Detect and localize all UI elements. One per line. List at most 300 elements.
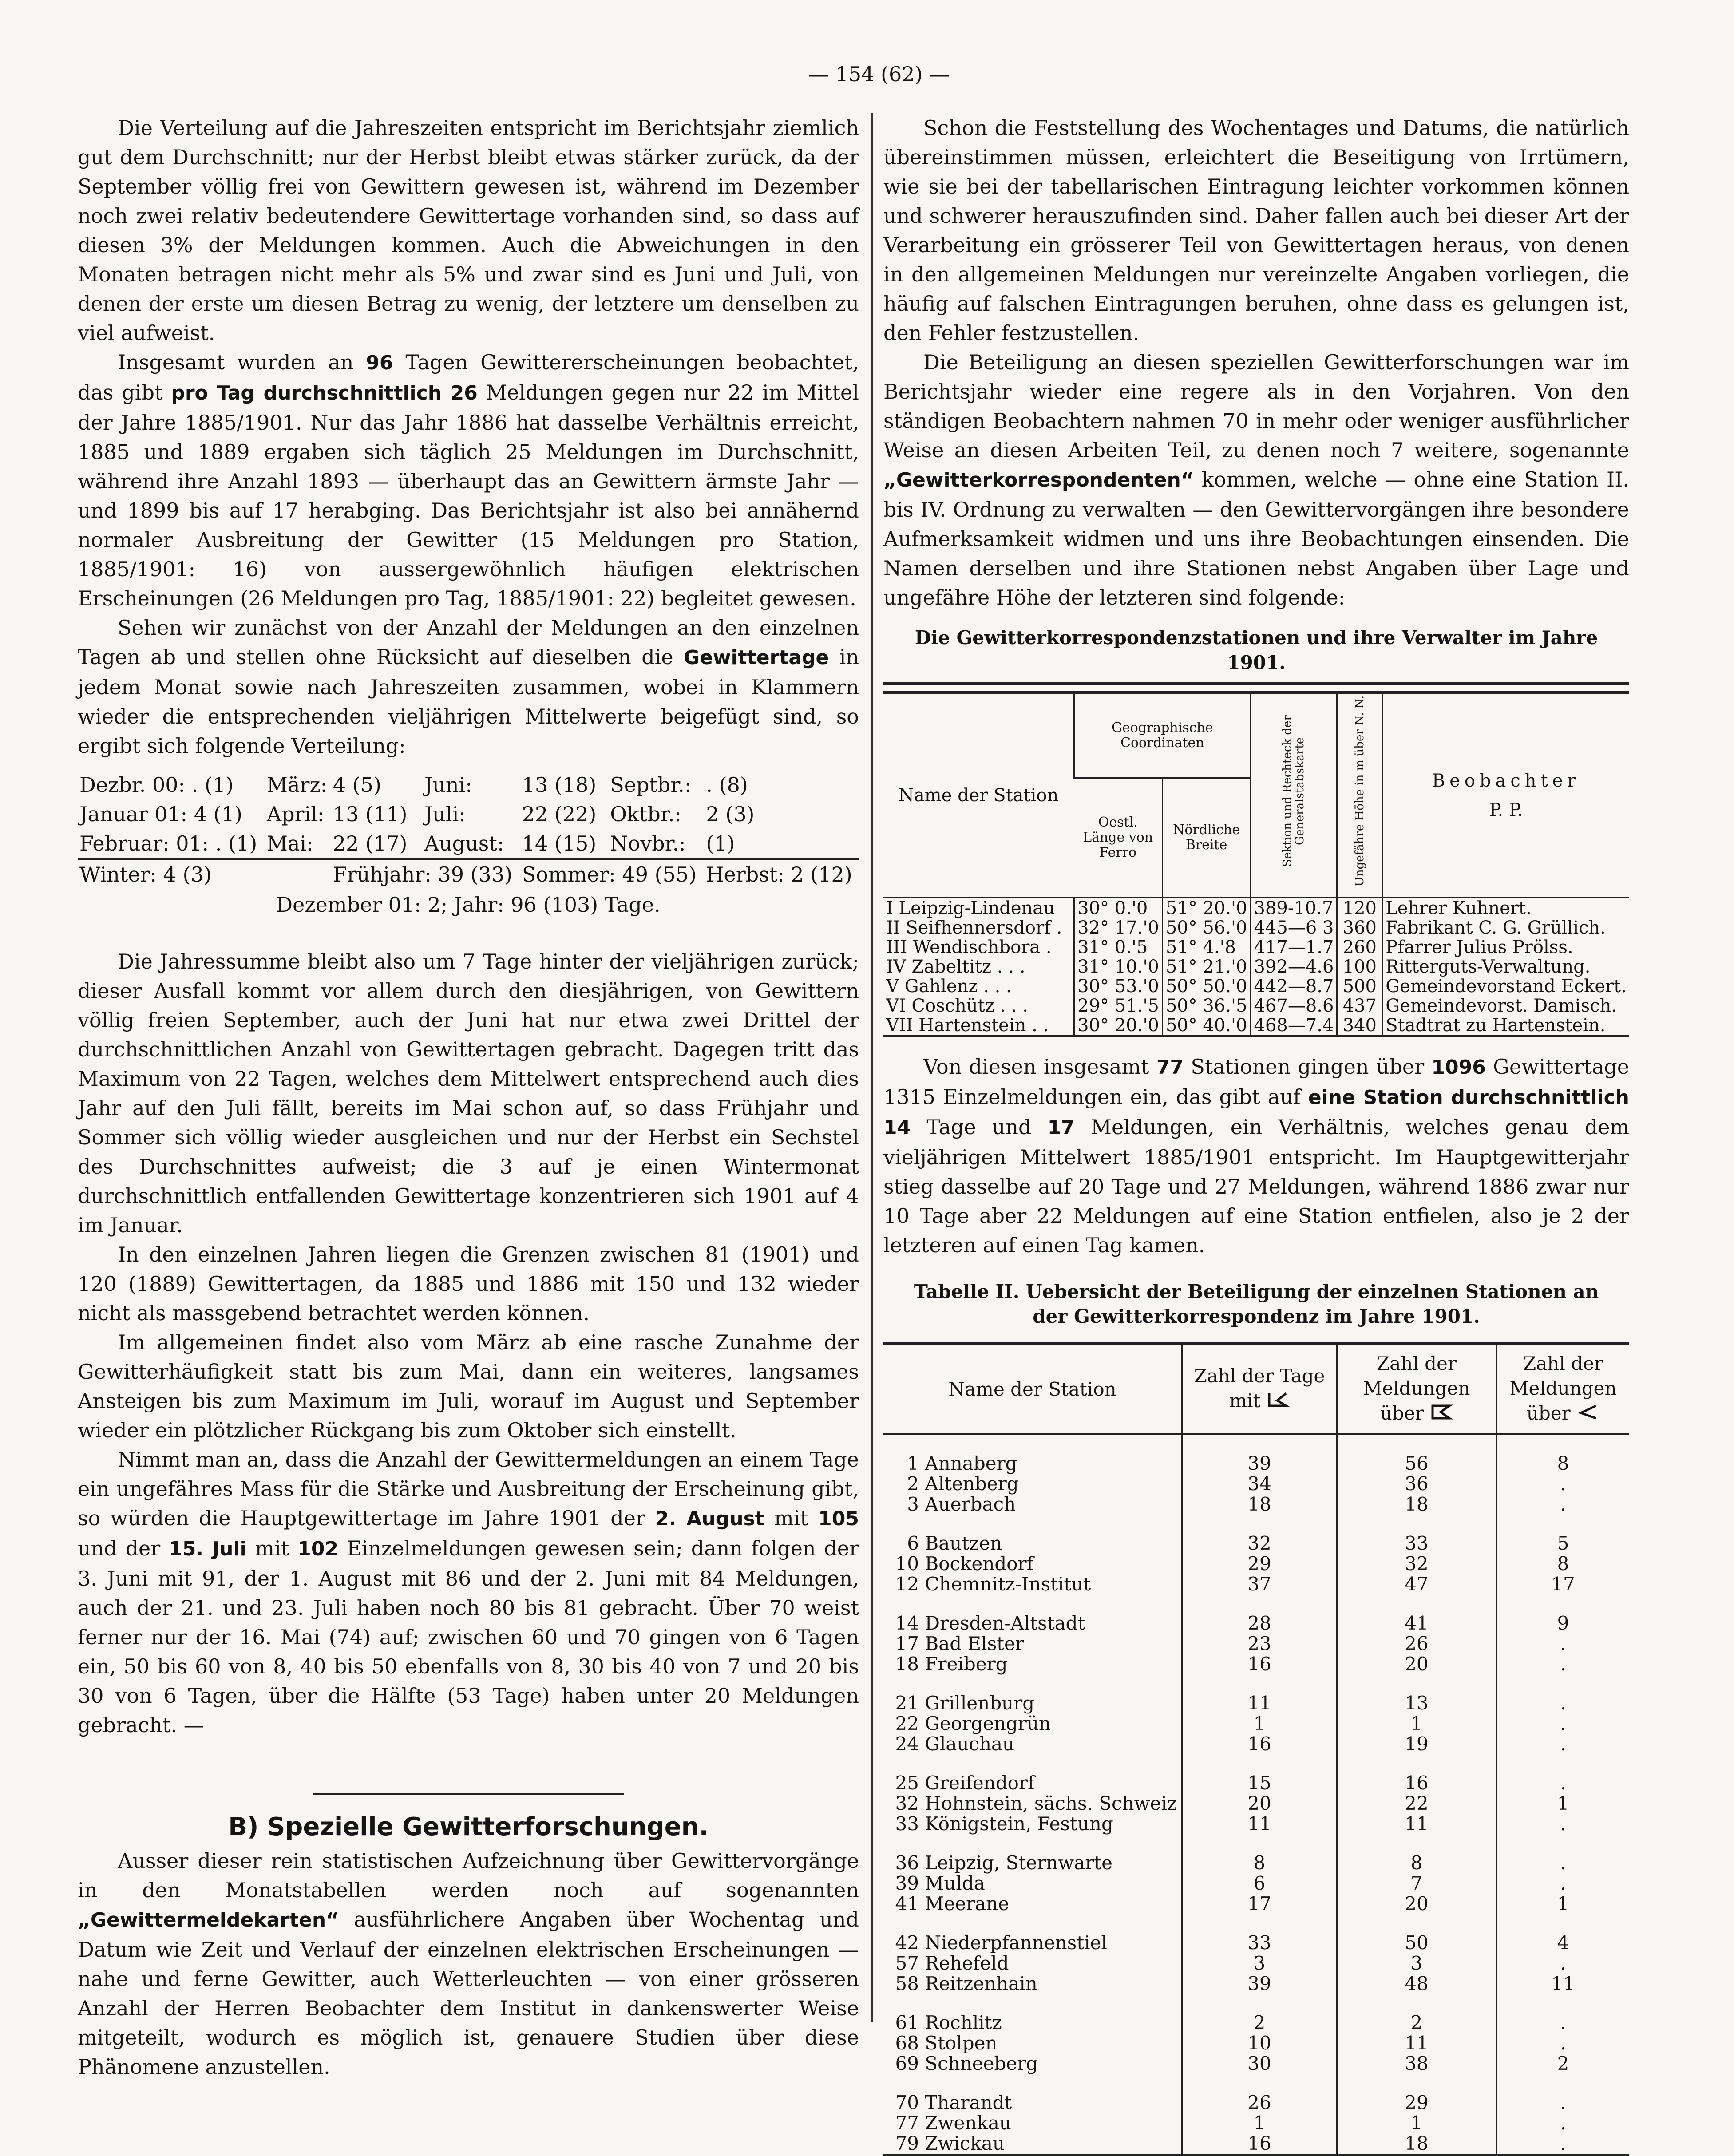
table-row	[883, 1613, 1629, 1634]
table-gap-row	[883, 1434, 1629, 1454]
station-latitude: 50° 50.'0	[1162, 977, 1251, 996]
station-number: 21	[895, 1692, 919, 1714]
station-name: Georgengrün	[925, 1713, 1051, 1735]
distribution-cell: 2 (3)	[706, 802, 755, 826]
caption-rule	[883, 682, 1629, 685]
reports-lightning-value: 8	[1496, 1554, 1629, 1574]
gap-cell	[883, 1434, 1182, 1454]
gap-cell	[1337, 1994, 1496, 2013]
station-name: Gahlenz . . .	[904, 976, 1012, 997]
header-station-name: Name der Station	[883, 692, 1074, 898]
station-cell	[883, 2053, 1182, 2074]
days-value: 16	[1182, 1734, 1337, 1754]
reports-lightning-value: 9	[1496, 1613, 1629, 1634]
t2-header-reports-lightning	[1496, 1344, 1629, 1434]
station-name: Annaberg	[925, 1452, 1017, 1475]
station-cell	[883, 1734, 1182, 1754]
gap-cell	[883, 1754, 1182, 1773]
station-section: 467—8.6	[1251, 996, 1337, 1016]
reports-lightning-value: .	[1496, 1713, 1629, 1734]
distribution-cell: Dezbr. 00: . (1)	[79, 773, 234, 797]
table-row	[883, 1574, 1629, 1594]
reports-near-value: 13	[1337, 1693, 1496, 1713]
station-name: Meerane	[925, 1893, 1010, 1915]
table-row	[883, 1554, 1629, 1574]
station-name-cell	[883, 898, 1074, 918]
station-name: Reitzenhain	[925, 1973, 1037, 1995]
text: mit	[255, 1536, 289, 1560]
station-longitude: 31° 0.'5	[1074, 938, 1163, 957]
station-name-cell	[883, 918, 1074, 938]
gap-cell	[883, 2074, 1182, 2093]
reports-lightning-value: .	[1496, 2113, 1629, 2133]
distribution-cell: Septbr.:	[610, 773, 692, 797]
distribution-row	[78, 799, 859, 829]
station-section: 417—1.7	[1251, 938, 1337, 957]
distribution-cell: 13 (11)	[333, 802, 408, 826]
reports-near-value: 48	[1337, 1974, 1496, 1994]
days-value: 1	[1182, 2113, 1337, 2133]
gap-cell	[1337, 1754, 1496, 1773]
paragraph-special-research	[78, 1846, 859, 2081]
station-number: 17	[895, 1633, 919, 1655]
reports-near-value: 41	[1337, 1613, 1496, 1634]
station-name: Glauchau	[925, 1733, 1015, 1755]
station-row	[883, 898, 1629, 918]
reports-near-value: 56	[1337, 1453, 1496, 1474]
station-cell	[883, 1933, 1182, 1953]
gap-cell	[1182, 1434, 1337, 1454]
station-observer: Ritterguts-Verwaltung.	[1382, 957, 1629, 977]
station-row	[883, 957, 1629, 977]
table-row	[883, 1873, 1629, 1894]
distribution-cell: April:	[266, 802, 325, 826]
station-cell	[883, 2013, 1182, 2033]
station-name: Seifhennersdorf .	[906, 918, 1062, 938]
station-longitude: 30° 20.'0	[1074, 1016, 1163, 1036]
station-name: Altenberg	[925, 1473, 1019, 1495]
distribution-row	[78, 770, 859, 799]
distribution-cell: März:	[266, 773, 328, 797]
text: Sehen wir zunächst von der Anzahl der Meldungen an den einzelnen Tagen ab und stellen ohne Rücksicht auf dieselben die	[78, 616, 859, 669]
station-number: 10	[895, 1553, 919, 1575]
text: Meldungen gegen nur 22 im Mittel der Jahre 1885/1901. Nur das Jahr 1886 hat dasselbe Verhältnis erreicht, 1885 und 1889 ergaben sich täglich 25 Meldungen im Durchschnitt, während ihre Anzahl 1893 — überhaupt das an Gewittern ärmste Jahr — und 1899 bis auf 17 herabging. Das Berichtsjahr ist also bei annähernd normaler Ausbreitung der Gewitter (15 Meldungen pro Station, 1885/1901: 16) von aussergewöhnlich häufigen elektrischen Erscheinungen (26 Meldungen pro Tag, 1885/1901: 22) begleitet gewesen.	[78, 380, 859, 610]
table-row	[883, 1474, 1629, 1494]
paragraph-general: Im allgemeinen findet also vom März ab eine rasche Zunahme der Gewitterhäufigkeit statt bis zum Mai, dann ein weiteres, langsames Ansteigen bis zum Maximum im Juli, worauf im August und September wieder ein plötzlicher Rückgang bis zum Oktober sich einstellt.	[78, 1330, 859, 1442]
page-number: — 154 (62) —	[808, 62, 950, 86]
distribution-total: Dezember 01: 2; Jahr: 96 (103) Tage.	[276, 893, 661, 917]
station-cell	[883, 1853, 1182, 1873]
station-numeral: I	[886, 898, 893, 919]
paragraph-totals	[883, 1052, 1629, 1260]
sheet-lightning-icon	[1576, 1402, 1599, 1427]
reports-lightning-value: 2	[1496, 2053, 1629, 2074]
table-gap-row	[883, 1754, 1629, 1773]
station-number: 79	[895, 2132, 919, 2155]
distribution-cell: 14 (15)	[522, 831, 597, 855]
station-height: 437	[1337, 996, 1382, 1016]
bold-text: 1096	[1431, 1056, 1486, 1079]
paragraph-annual-sum: Die Jahressumme bleibt also um 7 Tage hinter der vieljährigen zurück; dieser Ausfall kommt vor allem durch den diesjährigen, von Gewittern völlig freien September, auch der Juni hat nur etwa zwei Drittel der durchschnittlichen Anzahl von Gewittertagen gebracht. Dagegen tritt das Maximum von 22 Tagen, welches dem Mittelwert entsprechend auch dies Jahr auf den Juli fällt, bereits im Mai schon auf, so dass Frühjahr und Sommer sich völlig wieder ausgleichen und nur der Herbst ein Sechstel des Durchschnittes aufweist; die 3 auf je einen Wintermonat durchschnittlich entfallenden Gewittertage konzentrieren sich 1901 auf 4 im Januar.	[78, 949, 859, 1237]
section-title: B) Spezielle Gewitterforschungen.	[228, 1812, 709, 1841]
station-number: 1	[907, 1452, 919, 1475]
reports-near-value: 18	[1337, 1494, 1496, 1515]
station-number: 24	[895, 1733, 919, 1755]
station-name: Coschütz . . .	[911, 996, 1028, 1017]
station-cell	[883, 1773, 1182, 1793]
reports-lightning-value: .	[1496, 1693, 1629, 1713]
header-section	[1251, 692, 1337, 898]
bold-text: 77	[1156, 1056, 1184, 1079]
gap-cell	[1496, 1594, 1629, 1613]
season-cell: Herbst: 2 (12)	[704, 859, 859, 889]
station-number: 36	[895, 1852, 919, 1874]
text: Stationen gingen über	[1191, 1055, 1425, 1079]
station-name: Zabeltitz . . .	[911, 957, 1025, 977]
station-observer: Pfarrer Julius Prölss.	[1382, 938, 1629, 957]
table-row	[883, 1894, 1629, 1914]
bold-text: „Gewitterkorrespondenten“	[883, 469, 1194, 491]
station-height: 360	[1337, 918, 1382, 938]
reports-lightning-value: 1	[1496, 1894, 1629, 1914]
station-name: Freiberg	[925, 1653, 1008, 1675]
station-number: 70	[895, 2092, 919, 2114]
days-value: 39	[1182, 1453, 1337, 1474]
gap-cell	[1182, 1994, 1337, 2013]
station-name: Leipzig, Sternwarte	[925, 1852, 1113, 1874]
station-height: 500	[1337, 977, 1382, 996]
gap-cell	[1337, 1515, 1496, 1533]
bold-text: 2. August	[655, 1507, 764, 1530]
table-gap-row	[883, 1594, 1629, 1613]
text: Einzelmeldungen gewesen sein; dann folgen der 3. Juni mit 91, der 1. August mit 86 und der 2. Juni mit 84 Meldungen, auch der 21. und 23. Juli haben noch 80 bis 81 gebracht. Über 70 weist ferner nur der 16. Mai (74) auf; zwischen 60 und 70 gingen von 6 Tagen ein, 50 bis 60 von 8, 40 bis 50 ebenfalls von 8, 30 bis 40 von 7 und 20 bis 30 von 6 Tagen, über die Hälfte (53 Tage) haben unter 20 Meldungen gebracht. —	[78, 1536, 859, 1737]
station-name-cell	[883, 938, 1074, 957]
text: Tagen Gewittererscheinungen beobachtet, das gibt	[78, 350, 859, 404]
station-name: Grillenburg	[925, 1692, 1035, 1714]
table-gap-row	[883, 1994, 1629, 2013]
station-longitude: 32° 17.'0	[1074, 918, 1163, 938]
reports-near-value: 3	[1337, 1953, 1496, 1974]
days-value: 11	[1182, 1693, 1337, 1713]
distribution-cell: 22 (22)	[522, 802, 597, 826]
days-value: 29	[1182, 1554, 1337, 1574]
gap-cell	[1182, 1515, 1337, 1533]
table-gap-row	[883, 2074, 1629, 2093]
days-value: 28	[1182, 1613, 1337, 1634]
header-coordinates: Geographische Coordinaten	[1074, 692, 1251, 778]
paragraph-distribution-intro	[78, 613, 859, 760]
reports-lightning-value: .	[1496, 1734, 1629, 1754]
station-number: 68	[895, 2032, 919, 2054]
station-cell	[883, 1494, 1182, 1515]
table-row	[883, 1773, 1629, 1793]
bold-text: 15. Juli	[169, 1538, 247, 1560]
gap-cell	[1496, 2074, 1629, 2093]
table-row	[883, 1734, 1629, 1754]
distribution-cell: Januar 01: 4 (1)	[79, 802, 242, 826]
t2-header-reports-near-text: Zahl der Meldungen über	[1363, 1353, 1470, 1424]
station-row	[883, 918, 1629, 938]
station-name: Auerbach	[925, 1493, 1016, 1515]
station-number: 42	[895, 1932, 919, 1954]
gap-cell	[883, 1834, 1182, 1853]
table-gap-row	[883, 1914, 1629, 1933]
table-gap-row	[883, 1674, 1629, 1693]
table-row	[883, 1453, 1629, 1474]
station-number: 57	[895, 1952, 919, 1974]
station-cell	[883, 1453, 1182, 1474]
reports-lightning-value: .	[1496, 1654, 1629, 1674]
season-cell: Winter: 4 (3)	[78, 859, 331, 889]
station-number: 3	[907, 1493, 919, 1515]
reports-near-value: 18	[1337, 2133, 1496, 2155]
table-row	[883, 1654, 1629, 1674]
days-value: 26	[1182, 2093, 1337, 2113]
days-value: 18	[1182, 1494, 1337, 1515]
station-height: 100	[1337, 957, 1382, 977]
reports-near-value: 20	[1337, 1654, 1496, 1674]
station-cell	[883, 1634, 1182, 1654]
table-row	[883, 1693, 1629, 1713]
participation-table	[883, 1342, 1629, 2156]
station-name: Zwickau	[925, 2132, 1005, 2155]
station-name: Stolpen	[925, 2032, 998, 2054]
days-value: 23	[1182, 1634, 1337, 1654]
gap-cell	[1337, 1674, 1496, 1693]
station-cell	[883, 1894, 1182, 1914]
station-cell	[883, 1713, 1182, 1734]
t2-header-days	[1182, 1344, 1337, 1434]
station-cell	[883, 1574, 1182, 1594]
station-cell	[883, 1693, 1182, 1713]
reports-lightning-value: .	[1496, 2013, 1629, 2033]
table-row	[883, 1634, 1629, 1654]
gap-cell	[1496, 1754, 1629, 1773]
bold-text: 102	[297, 1538, 339, 1560]
reports-lightning-value: .	[1496, 2033, 1629, 2053]
station-number: 41	[895, 1893, 919, 1915]
reports-lightning-value: .	[1496, 1814, 1629, 1834]
table-row	[883, 1793, 1629, 1814]
station-observer: Fabrikant C. G. Grüllich.	[1382, 918, 1629, 938]
header-observer-sub: P. P.	[1489, 800, 1523, 821]
gap-cell	[883, 1594, 1182, 1613]
reports-lightning-value: 8	[1496, 1453, 1629, 1474]
reports-lightning-value: 5	[1496, 1533, 1629, 1554]
gap-cell	[1496, 1515, 1629, 1533]
station-observer: Stadtrat zu Hartenstein.	[1382, 1016, 1629, 1036]
gap-cell	[1496, 1434, 1629, 1454]
gap-cell	[1182, 1754, 1337, 1773]
reports-lightning-value: .	[1496, 1953, 1629, 1974]
distribution-season-row	[78, 859, 859, 889]
table-row	[883, 1933, 1629, 1953]
station-numeral: IV	[886, 957, 906, 977]
gap-cell	[883, 1994, 1182, 2013]
gap-cell	[1337, 1914, 1496, 1933]
station-name-cell	[883, 957, 1074, 977]
station-longitude: 30° 53.'0	[1074, 977, 1163, 996]
station-number: 6	[907, 1532, 919, 1555]
days-value: 16	[1182, 2133, 1337, 2155]
gap-cell	[1496, 1834, 1629, 1853]
reports-lightning-value: .	[1496, 1634, 1629, 1654]
station-name: Dresden-Altstadt	[925, 1612, 1085, 1634]
correspondent-stations-table	[883, 691, 1629, 1037]
paragraph-main-days	[78, 1445, 859, 1740]
header-height	[1337, 692, 1382, 898]
station-number: 69	[895, 2053, 919, 2075]
table-row	[883, 2113, 1629, 2133]
distribution-cell: Oktbr.:	[610, 802, 681, 826]
stations-table-caption: Die Gewitterkorrespondenzstationen und ihre Verwalter im Jahre 1901.	[915, 627, 1598, 673]
reports-near-value: 2	[1337, 2013, 1496, 2033]
station-name: Chemnitz-Institut	[925, 1573, 1091, 1595]
station-longitude: 30° 0.'0	[1074, 898, 1163, 918]
days-value: 37	[1182, 1574, 1337, 1594]
paragraph-participation	[883, 348, 1629, 612]
t2-header-reports-near	[1337, 1344, 1496, 1434]
station-latitude: 51° 4.'8	[1162, 938, 1251, 957]
gap-cell	[1182, 1914, 1337, 1933]
station-number: 22	[895, 1713, 919, 1735]
header-observer	[1382, 692, 1629, 898]
station-section: 442—8.7	[1251, 977, 1337, 996]
station-section: 392—4.6	[1251, 957, 1337, 977]
gap-cell	[1182, 1594, 1337, 1613]
table-row	[883, 2053, 1629, 2074]
station-cell	[883, 1873, 1182, 1894]
station-longitude: 31° 10.'0	[1074, 957, 1163, 977]
header-section-text: Sektion und Rechteck der Generalstabskarte	[1281, 715, 1307, 867]
distribution-cell: Juni:	[424, 773, 472, 797]
station-latitude: 50° 40.'0	[1162, 1016, 1251, 1036]
table-row	[883, 1974, 1629, 1994]
gap-cell	[1182, 2074, 1337, 2093]
days-value: 10	[1182, 2033, 1337, 2053]
reports-lightning-value: 17	[1496, 1574, 1629, 1594]
station-number: 58	[895, 1973, 919, 1995]
reports-lightning-value: 1	[1496, 1793, 1629, 1814]
reports-near-value: 11	[1337, 1814, 1496, 1834]
reports-lightning-value: .	[1496, 1873, 1629, 1894]
reports-near-value: 22	[1337, 1793, 1496, 1814]
station-numeral: III	[886, 937, 907, 958]
days-value: 8	[1182, 1853, 1337, 1873]
bold-text: „Gewittermeldekarten“	[78, 1909, 339, 1931]
distribution-cell: August:	[424, 831, 504, 855]
reports-lightning-value: .	[1496, 1773, 1629, 1793]
t2-header-reports-lightning-text: Zahl der Meldungen über	[1509, 1353, 1617, 1424]
table-row	[883, 1953, 1629, 1974]
station-number: 14	[895, 1612, 919, 1634]
station-number: 61	[895, 2012, 919, 2034]
distribution-cell: Mai:	[266, 831, 313, 855]
station-cell	[883, 2113, 1182, 2133]
days-value: 6	[1182, 1873, 1337, 1894]
station-name: Mulda	[925, 1872, 985, 1895]
gap-cell	[883, 1515, 1182, 1533]
gap-cell	[1182, 1834, 1337, 1853]
header-observer-text: Beobachter	[1432, 771, 1580, 791]
t2-header-name: Name der Station	[883, 1344, 1182, 1434]
days-value: 30	[1182, 2053, 1337, 2074]
station-number: 12	[895, 1573, 919, 1595]
reports-lightning-value: 4	[1496, 1933, 1629, 1953]
station-numeral: VI	[886, 996, 906, 1017]
station-cell	[883, 2133, 1182, 2155]
section-rule	[313, 1793, 624, 1795]
distribution-cell: (1)	[706, 831, 735, 855]
station-number: 39	[895, 1872, 919, 1895]
column-divider	[871, 113, 873, 2022]
days-value: 11	[1182, 1814, 1337, 1834]
station-name: Hartenstein . .	[918, 1015, 1049, 1036]
text: ausführlichere Angaben über Wochentag und Datum wie Zeit und Verlauf der einzelnen elektrischen Erscheinungen — nahe und ferne Gewitter, auch Wetterleuchten — von einer grösseren Anzahl der Herren Beobachter dem Institut in dankenswerter Weise mitgeteilt, wodurch es möglich ist, genauere Studien über diese Phänomene anzustellen.	[78, 1907, 859, 2079]
table-row	[883, 1494, 1629, 1515]
station-cell	[883, 1793, 1182, 1814]
station-cell	[883, 1974, 1182, 1994]
gap-cell	[1496, 1994, 1629, 2013]
text: mit	[774, 1506, 808, 1530]
text: Insgesamt wurden an	[118, 350, 354, 374]
text: Ausser dieser rein statistischen Aufzeichnung über Gewittervorgänge in den Monatstabellen werden noch auf sogenannten	[78, 1849, 859, 1902]
days-value: 15	[1182, 1773, 1337, 1793]
station-name-cell	[883, 996, 1074, 1016]
station-name: Bockendorf	[925, 1553, 1034, 1575]
station-numeral: II	[886, 918, 900, 938]
reports-lightning-value: 11	[1496, 1974, 1629, 1994]
station-name: Hohnstein, sächs. Schweiz	[925, 1792, 1177, 1815]
bold-text: 96	[366, 352, 393, 374]
station-observer: Gemeindevorstand Eckert.	[1382, 977, 1629, 996]
reports-near-value: 32	[1337, 1554, 1496, 1574]
station-name: Bautzen	[925, 1532, 1002, 1555]
distribution-cell: Februar: 01: . (1)	[79, 831, 257, 855]
table-row	[883, 1713, 1629, 1734]
station-name: Schneeberg	[925, 2053, 1038, 2075]
days-value: 39	[1182, 1974, 1337, 1994]
station-row	[883, 977, 1629, 996]
days-value: 3	[1182, 1953, 1337, 1974]
station-name: Niederpfannenstiel	[925, 1932, 1107, 1954]
table2-caption: Tabelle II. Uebersicht der Beteiligung der einzelnen Stationen an der Gewitterkorrespondenz im Jahre 1901.	[914, 1281, 1599, 1328]
reports-lightning-value: .	[1496, 2133, 1629, 2155]
days-value: 17	[1182, 1894, 1337, 1914]
station-observer: Lehrer Kuhnert.	[1382, 898, 1629, 918]
station-name: Rehefeld	[925, 1952, 1009, 1974]
t2-header-days-text: Zahl der Tage mit	[1194, 1365, 1325, 1412]
distribution-row	[78, 829, 859, 859]
station-name: Wendischbora .	[913, 937, 1052, 958]
table-row	[883, 2093, 1629, 2113]
reports-lightning-value: .	[1496, 1474, 1629, 1494]
reports-near-value: 33	[1337, 1533, 1496, 1554]
table-row	[883, 2033, 1629, 2053]
days-value: 2	[1182, 2013, 1337, 2033]
gap-cell	[1496, 1914, 1629, 1933]
station-number: 25	[895, 1772, 919, 1794]
distant-thunderstorm-icon	[1430, 1402, 1453, 1427]
near-thunderstorm-icon	[1267, 1390, 1290, 1415]
station-longitude: 29° 51.'5	[1074, 996, 1163, 1016]
distribution-cell: Novbr.:	[610, 831, 686, 855]
season-cell: Sommer: 49 (55)	[520, 859, 705, 889]
days-value: 16	[1182, 1654, 1337, 1674]
table-row	[883, 2133, 1629, 2155]
gap-cell	[1337, 1434, 1496, 1454]
table-row	[883, 1533, 1629, 1554]
